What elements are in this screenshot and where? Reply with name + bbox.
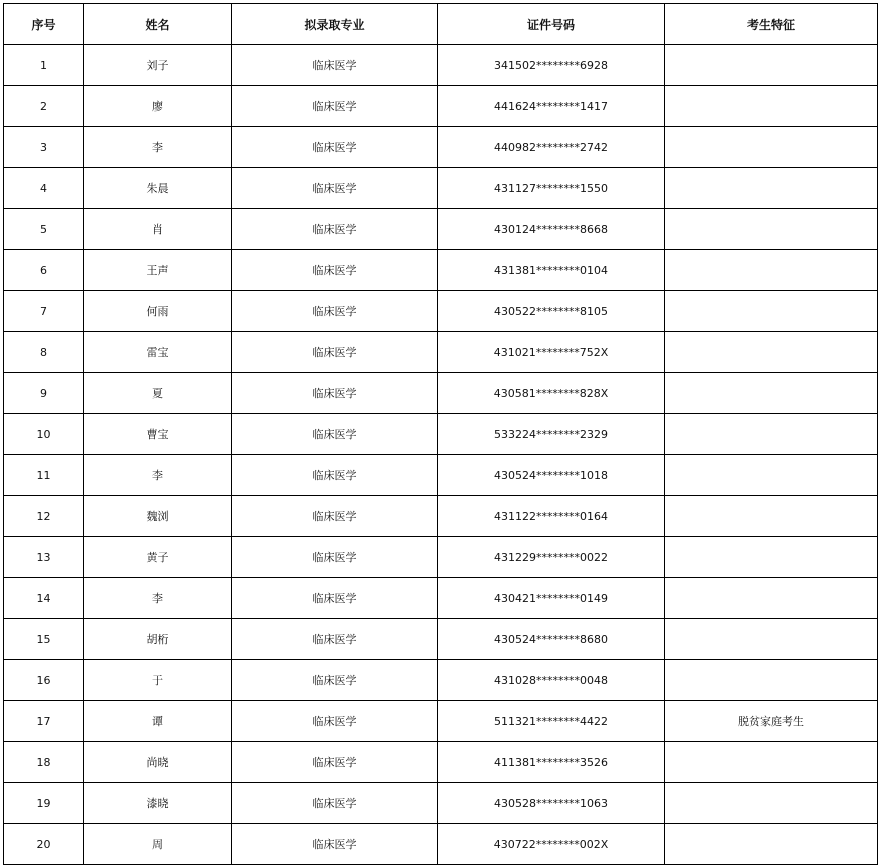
- table-row: [4, 496, 878, 537]
- cell-name: [84, 86, 232, 127]
- redaction-mask: [173, 414, 232, 454]
- cell-name: [84, 619, 232, 660]
- table-row: [4, 701, 878, 742]
- table-row: [4, 86, 878, 127]
- student-name: 朱晨: [146, 182, 169, 195]
- cell-major: 临床医学: [232, 824, 438, 865]
- cell-name: [84, 127, 232, 168]
- cell-major: 临床医学: [232, 701, 438, 742]
- cell-index: 4: [4, 168, 84, 209]
- student-name: 于: [152, 674, 163, 687]
- redaction-mask: [173, 127, 232, 167]
- student-name: 李: [152, 469, 163, 482]
- cell-name: [84, 701, 232, 742]
- cell-major: 临床医学: [232, 660, 438, 701]
- redaction-mask: [173, 373, 232, 413]
- redaction-mask: [173, 86, 232, 126]
- cell-name: [84, 537, 232, 578]
- cell-index: 17: [4, 701, 84, 742]
- cell-major: 临床医学: [232, 496, 438, 537]
- table-row: [4, 619, 878, 660]
- cell-id-number: 533224********2329: [438, 414, 665, 455]
- cell-major: 临床医学: [232, 578, 438, 619]
- cell-name: [84, 373, 232, 414]
- table-row: [4, 742, 878, 783]
- cell-name: [84, 332, 232, 373]
- header-id-number: 证件号码: [438, 4, 665, 45]
- student-name: 周: [152, 838, 163, 851]
- student-name: 刘子: [146, 59, 169, 72]
- cell-id-number: 430124********8668: [438, 209, 665, 250]
- cell-index: 8: [4, 332, 84, 373]
- cell-feature: [665, 45, 878, 86]
- student-name: 尚晓: [146, 756, 169, 769]
- student-name: 肖: [152, 223, 163, 236]
- cell-id-number: 411381********3526: [438, 742, 665, 783]
- cell-major: 临床医学: [232, 783, 438, 824]
- cell-index: 9: [4, 373, 84, 414]
- cell-index: 15: [4, 619, 84, 660]
- student-name: 廖: [152, 100, 163, 113]
- student-name: 何雨: [146, 305, 169, 318]
- redaction-mask: [173, 578, 232, 618]
- cell-feature: [665, 660, 878, 701]
- table-row: [4, 168, 878, 209]
- redaction-mask: [173, 291, 232, 331]
- cell-id-number: 430421********0149: [438, 578, 665, 619]
- header-feature: 考生特征: [665, 4, 878, 45]
- table-row: [4, 127, 878, 168]
- cell-major: 临床医学: [232, 250, 438, 291]
- cell-name: [84, 742, 232, 783]
- cell-id-number: 341502********6928: [438, 45, 665, 86]
- redaction-mask: [173, 701, 232, 741]
- cell-feature: [665, 742, 878, 783]
- cell-name: [84, 824, 232, 865]
- redaction-mask: [173, 537, 232, 577]
- student-name: 漆晓: [146, 797, 169, 810]
- redaction-mask: [173, 619, 232, 659]
- cell-major: 临床医学: [232, 414, 438, 455]
- table-row: [4, 578, 878, 619]
- table-row: [4, 537, 878, 578]
- student-name: 夏: [152, 387, 163, 400]
- cell-major: 临床医学: [232, 291, 438, 332]
- cell-index: 2: [4, 86, 84, 127]
- student-name: 曹宝: [146, 428, 169, 441]
- header-name: 姓名: [84, 4, 232, 45]
- cell-feature: [665, 209, 878, 250]
- cell-major: 临床医学: [232, 537, 438, 578]
- cell-feature: [665, 86, 878, 127]
- cell-name: [84, 496, 232, 537]
- cell-feature: [665, 373, 878, 414]
- cell-id-number: 431028********0048: [438, 660, 665, 701]
- cell-id-number: 431229********0022: [438, 537, 665, 578]
- cell-name: [84, 455, 232, 496]
- redaction-mask: [173, 332, 232, 372]
- table-row: [4, 455, 878, 496]
- cell-id-number: 430524********8680: [438, 619, 665, 660]
- cell-name: [84, 660, 232, 701]
- cell-index: 3: [4, 127, 84, 168]
- cell-id-number: 431127********1550: [438, 168, 665, 209]
- admission-table: [3, 3, 878, 865]
- table-body: [4, 45, 878, 865]
- cell-feature: [665, 537, 878, 578]
- cell-index: 7: [4, 291, 84, 332]
- cell-id-number: 430522********8105: [438, 291, 665, 332]
- cell-id-number: 430528********1063: [438, 783, 665, 824]
- redaction-mask: [173, 45, 232, 85]
- redaction-mask: [173, 783, 232, 823]
- student-name: 李: [152, 592, 163, 605]
- cell-name: [84, 291, 232, 332]
- redaction-mask: [173, 168, 232, 208]
- cell-major: 临床医学: [232, 86, 438, 127]
- cell-index: 19: [4, 783, 84, 824]
- table-row: [4, 332, 878, 373]
- cell-id-number: 430581********828X: [438, 373, 665, 414]
- redaction-mask: [173, 496, 232, 536]
- student-name: 王声: [146, 264, 169, 277]
- cell-major: 临床医学: [232, 209, 438, 250]
- redaction-mask: [173, 824, 232, 864]
- table-row: [4, 291, 878, 332]
- cell-name: [84, 209, 232, 250]
- cell-index: 11: [4, 455, 84, 496]
- cell-index: 14: [4, 578, 84, 619]
- redaction-mask: [173, 660, 232, 700]
- cell-major: 临床医学: [232, 127, 438, 168]
- cell-name: [84, 45, 232, 86]
- cell-name: [84, 168, 232, 209]
- cell-index: 5: [4, 209, 84, 250]
- table-row: [4, 209, 878, 250]
- table-row: [4, 783, 878, 824]
- cell-feature: [665, 783, 878, 824]
- header-index: 序号: [4, 4, 84, 45]
- cell-feature: [665, 578, 878, 619]
- cell-name: [84, 414, 232, 455]
- cell-id-number: 431122********0164: [438, 496, 665, 537]
- redaction-mask: [173, 455, 232, 495]
- cell-id-number: 430524********1018: [438, 455, 665, 496]
- student-name: 胡桁: [146, 633, 169, 646]
- cell-id-number: 431021********752X: [438, 332, 665, 373]
- cell-index: 13: [4, 537, 84, 578]
- cell-index: 1: [4, 45, 84, 86]
- cell-feature: [665, 332, 878, 373]
- cell-feature: 脱贫家庭考生: [665, 701, 878, 742]
- cell-id-number: 441624********1417: [438, 86, 665, 127]
- cell-name: [84, 783, 232, 824]
- cell-feature: [665, 168, 878, 209]
- student-name: 谭: [152, 715, 163, 728]
- cell-feature: [665, 127, 878, 168]
- table-row: [4, 660, 878, 701]
- cell-feature: [665, 414, 878, 455]
- table-row: [4, 373, 878, 414]
- cell-major: 临床医学: [232, 45, 438, 86]
- cell-id-number: 511321********4422: [438, 701, 665, 742]
- cell-index: 10: [4, 414, 84, 455]
- cell-major: 临床医学: [232, 742, 438, 783]
- cell-major: 临床医学: [232, 619, 438, 660]
- cell-index: 20: [4, 824, 84, 865]
- header-row: [4, 4, 878, 45]
- cell-index: 6: [4, 250, 84, 291]
- cell-major: 临床医学: [232, 168, 438, 209]
- cell-name: [84, 578, 232, 619]
- cell-index: 16: [4, 660, 84, 701]
- cell-feature: [665, 455, 878, 496]
- redaction-mask: [173, 250, 232, 290]
- table-row: [4, 824, 878, 865]
- cell-index: 18: [4, 742, 84, 783]
- cell-feature: [665, 250, 878, 291]
- cell-feature: [665, 291, 878, 332]
- cell-feature: [665, 496, 878, 537]
- cell-major: 临床医学: [232, 332, 438, 373]
- cell-major: 临床医学: [232, 373, 438, 414]
- cell-major: 临床医学: [232, 455, 438, 496]
- header-major: 拟录取专业: [232, 4, 438, 45]
- cell-name: [84, 250, 232, 291]
- cell-id-number: 440982********2742: [438, 127, 665, 168]
- student-name: 魏浏: [146, 510, 169, 523]
- cell-index: 12: [4, 496, 84, 537]
- table-row: [4, 250, 878, 291]
- redaction-mask: [173, 742, 232, 782]
- cell-feature: [665, 619, 878, 660]
- table-row: [4, 45, 878, 86]
- cell-id-number: 430722********002X: [438, 824, 665, 865]
- table-row: [4, 414, 878, 455]
- student-name: 李: [152, 141, 163, 154]
- admission-list-sheet: [3, 3, 878, 865]
- student-name: 雷宝: [146, 346, 169, 359]
- redaction-mask: [173, 209, 232, 249]
- cell-id-number: 431381********0104: [438, 250, 665, 291]
- student-name: 黄子: [146, 551, 169, 564]
- cell-feature: [665, 824, 878, 865]
